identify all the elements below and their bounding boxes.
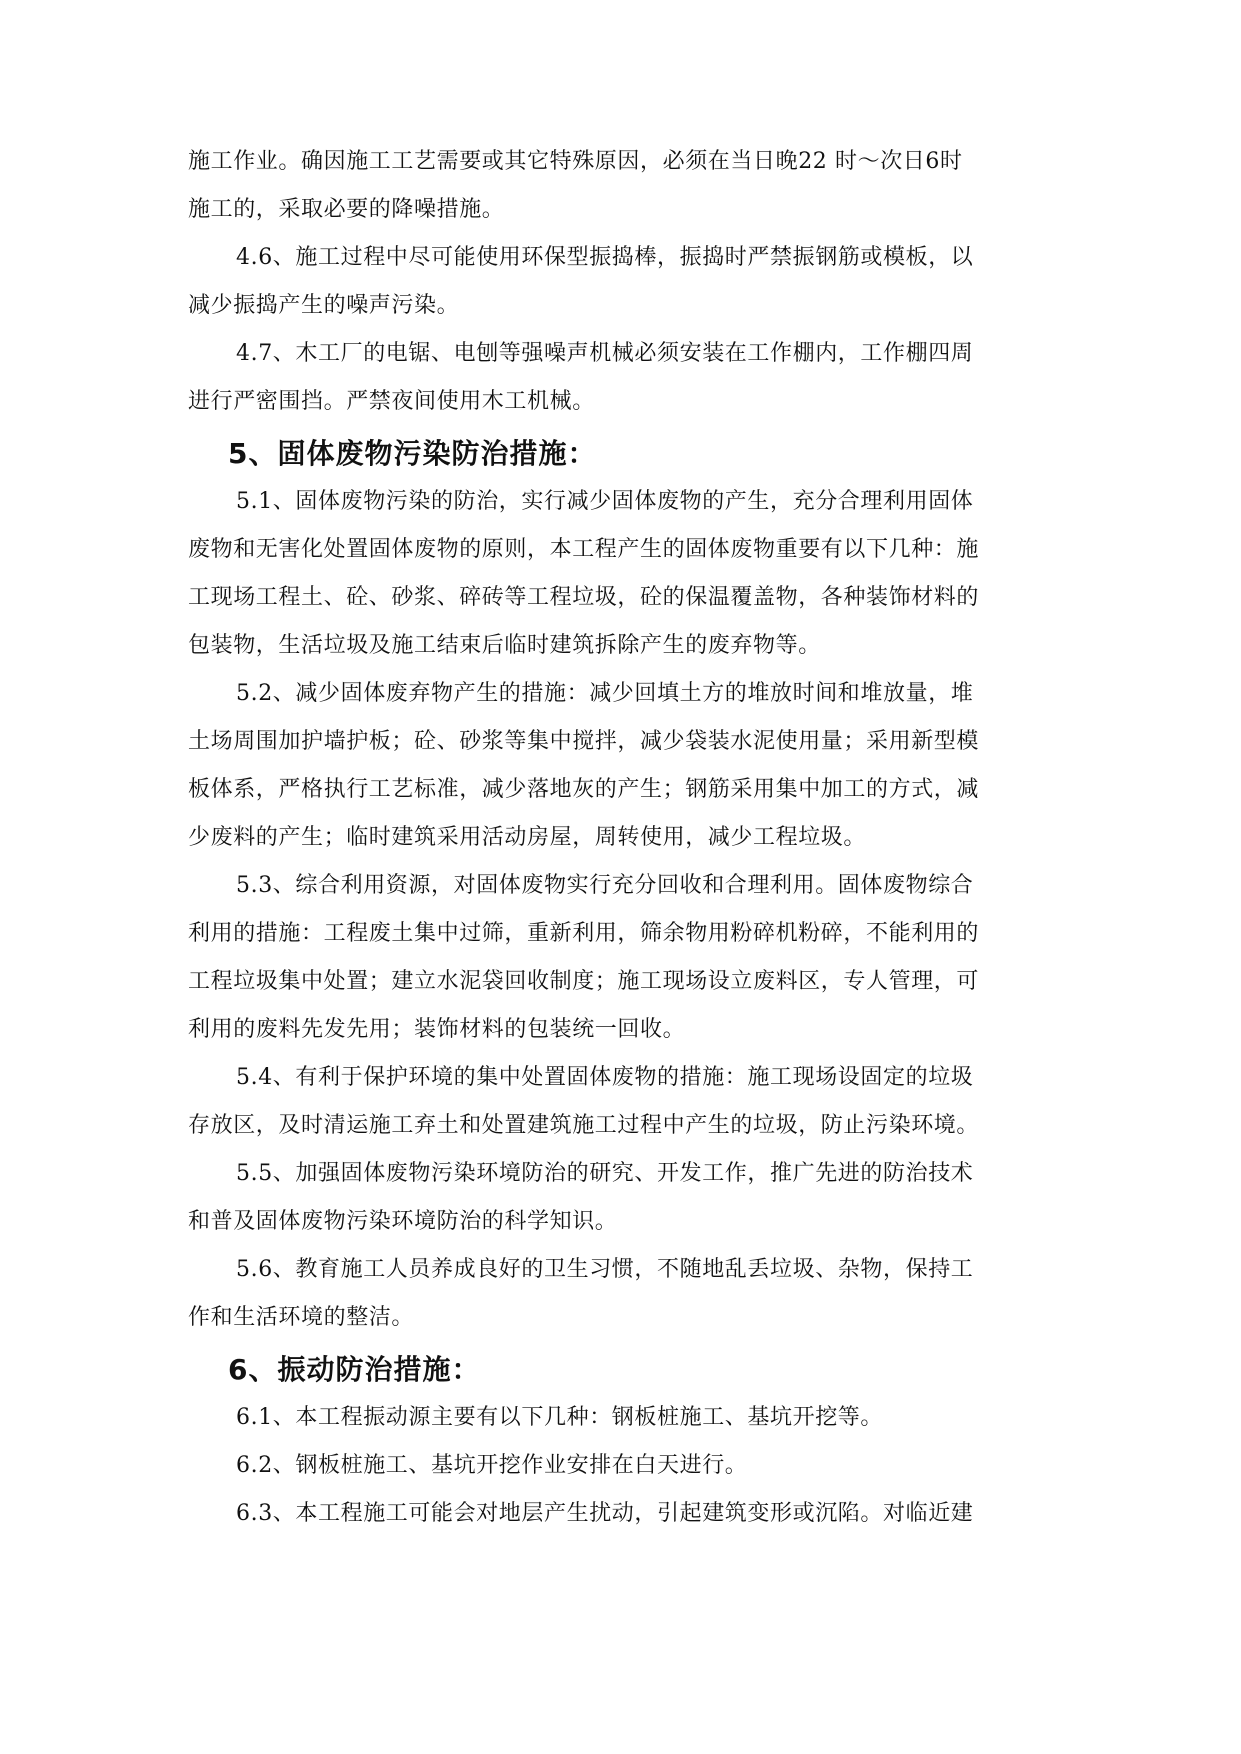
text-line: 4.7、木工厂的电锯、电刨等强噪声机械必须安装在工作棚内，工作棚四周: [236, 341, 974, 366]
paragraph: [188, 678, 1048, 854]
paragraph: [188, 242, 1048, 322]
text-line: 作和生活环境的整洁。: [188, 1305, 415, 1330]
text-line: 少废料的产生；临时建筑采用活动房屋，周转使用，减少工程垃圾。: [188, 825, 867, 850]
text-line: 5.1、固体废物污染的防治，实行减少固体废物的产生，充分合理利用固体: [236, 489, 974, 514]
section-heading: 6、振动防治措施：: [228, 1353, 481, 1386]
text-line: 5.2、减少固体废弃物产生的措施：减少回填土方的堆放时间和堆放量，堆: [236, 681, 974, 706]
text-line: 进行严密围挡。严禁夜间使用木工机械。: [188, 389, 595, 414]
text-line: 施工作业。确因施工工艺需要或其它特殊原因，必须在当日晚22 时～次日6时: [188, 149, 963, 174]
text-line: 和普及固体废物污染环境防治的科学知识。: [188, 1209, 618, 1234]
text-line: 4.6、施工过程中尽可能使用环保型振捣棒，振捣时严禁振钢筋或模板，以: [236, 245, 974, 270]
paragraph: [188, 1498, 1048, 1530]
text-line: 6.2、钢板桩施工、基坑开挖作业安排在白天进行。: [236, 1453, 748, 1478]
paragraph: [188, 1450, 1048, 1482]
text-line: 6.1、本工程振动源主要有以下几种：钢板桩施工、基坑开挖等。: [236, 1405, 883, 1430]
paragraph: [188, 1402, 1048, 1434]
document-body: [188, 146, 1048, 1546]
text-line: 利用的废料先发先用；装饰材料的包装统一回收。: [188, 1017, 686, 1042]
paragraph: [188, 1158, 1048, 1238]
text-line: 施工的，采取必要的降噪措施。: [188, 197, 505, 222]
paragraph: [188, 1062, 1048, 1142]
paragraph: [188, 146, 1048, 226]
text-line: 存放区，及时清运施工弃土和处置建筑施工过程中产生的垃圾，防止污染环境。: [188, 1113, 980, 1138]
paragraph: [188, 870, 1048, 1046]
text-line: 板体系，严格执行工艺标准，减少落地灰的产生；钢筋采用集中加工的方式，减: [188, 777, 980, 802]
text-line: 废物和无害化处置固体废物的原则，本工程产生的固体废物重要有以下几种：施: [188, 537, 980, 562]
text-line: 5.6、教育施工人员养成良好的卫生习惯，不随地乱丢垃圾、杂物，保持工: [236, 1257, 974, 1282]
text-line: 5.5、加强固体废物污染环境防治的研究、开发工作，推广先进的防治技术: [236, 1161, 974, 1186]
text-line: 减少振捣产生的噪声污染。: [188, 293, 460, 318]
text-line: 6.3、本工程施工可能会对地层产生扰动，引起建筑变形或沉陷。对临近建: [236, 1501, 974, 1526]
text-line: 土场周围加护墙护板；砼、砂浆等集中搅拌，减少袋装水泥使用量；采用新型模: [188, 729, 980, 754]
text-line: 工现场工程土、砼、砂浆、碎砖等工程垃圾，砼的保温覆盖物，各种装饰材料的: [188, 585, 980, 610]
text-line: 5.4、有利于保护环境的集中处置固体废物的措施：施工现场设固定的垃圾: [236, 1065, 974, 1090]
paragraph: [188, 486, 1048, 662]
text-line: 利用的措施：工程废土集中过筛，重新利用，筛余物用粉碎机粉碎，不能利用的: [188, 921, 980, 946]
paragraph: [188, 1254, 1048, 1334]
section-heading: 5、固体废物污染防治措施：: [228, 437, 597, 470]
text-line: 5.3、综合利用资源，对固体废物实行充分回收和合理利用。固体废物综合: [236, 873, 974, 898]
text-line: 工程垃圾集中处置；建立水泥袋回收制度；施工现场设立废料区，专人管理，可: [188, 969, 980, 994]
paragraph: [188, 338, 1048, 418]
text-line: 包装物，生活垃圾及施工结束后临时建筑拆除产生的废弃物等。: [188, 633, 821, 658]
